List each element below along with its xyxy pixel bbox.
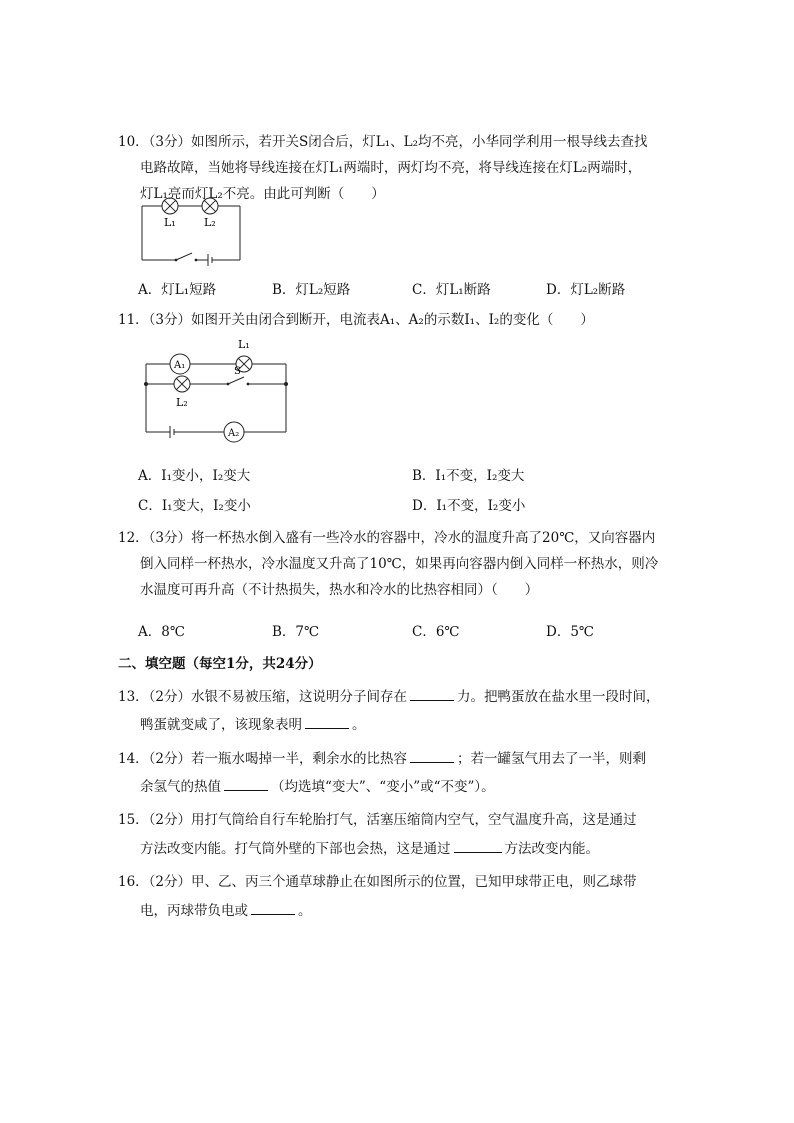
- q13-text-2b: 。: [352, 717, 366, 733]
- q15-text-2b: 方法改变内能。: [504, 841, 599, 857]
- q12-option-d[interactable]: D．5℃: [546, 624, 595, 640]
- q14-text-2b: （均选填“变大”、“变小”或“不变”）。: [271, 779, 495, 795]
- question-13: [118, 686, 688, 736]
- question-16: [118, 872, 688, 922]
- q11-lamp2-label: L₂: [176, 396, 188, 409]
- q15-line-2: [140, 838, 599, 859]
- q12-option-a[interactable]: A．8℃: [138, 624, 185, 640]
- q10-option-a[interactable]: A．灯L₁短路: [138, 282, 217, 298]
- q11-option-a[interactable]: A．I₁变小，I₂变大: [138, 468, 251, 484]
- q13-blank-1[interactable]: [410, 686, 454, 701]
- q10-line-1: 10．（3分）如图所示，若开关S闭合后，灯L₁、L₂均不亮，小华同学利用一根导线去查找: [118, 134, 648, 150]
- q12-line-2: 倒入同样一杯热水，冷水温度又升高了10℃，如果再向容器内倒入同样一杯热水，则冷: [140, 556, 659, 572]
- q11-option-d[interactable]: D．I₁不变，I₂变小: [412, 498, 526, 514]
- q16-blank-1[interactable]: [251, 900, 295, 915]
- q13-text-1a: 13．（2分）水银不易被压缩，这说明分子间存在: [118, 689, 408, 705]
- q12-line-1: 12．（3分）将一杯热水倒入盛有一些冷水的容器中，冷水的温度升高了20℃，又向容器内: [118, 530, 656, 546]
- q14-line-1: [118, 748, 646, 769]
- q13-text-2a: 鸭蛋就变咸了，该现象表明: [140, 717, 302, 733]
- question-14: [118, 748, 688, 798]
- q16-line-2: [140, 900, 312, 921]
- q11-option-c[interactable]: C．I₁变大，I₂变小: [138, 498, 251, 514]
- q13-text-1b: 力。把鸭蛋放在盐水里一段时间，: [457, 689, 660, 705]
- q14-text-1a: 14．（2分）若一瓶水喝掉一半，剩余水的比热容: [118, 751, 408, 767]
- q14-text-2a: 余氢气的热值: [140, 779, 221, 795]
- q11-lamp1-label: L₁: [238, 338, 250, 351]
- q16-text-2a: 电，丙球带负电或: [140, 903, 248, 919]
- question-11: [118, 310, 688, 522]
- q12-line-3: 水温度可再升高（不计热损失，热水和冷水的比热容相同）（ ）: [140, 582, 539, 598]
- question-15: [118, 810, 688, 860]
- q16-line-1: 16．（2分）甲、乙、丙三个通草球静止在如图所示的位置，已知甲球带正电，则乙球带: [118, 874, 637, 890]
- question-12: [118, 528, 688, 644]
- question-10: [118, 132, 688, 302]
- q15-line-1: 15．（2分）用打气筒给自行车轮胎打气，活塞压缩筒内空气，空气温度升高，这是通过: [118, 812, 637, 828]
- q10-lamp2-label: L₂: [204, 216, 216, 229]
- q10-line-2: 电路故障，当她将导线连接在灯L₁两端时，两灯均不亮，将导线连接在灯L₂两端时，: [140, 160, 642, 176]
- q11-switch-label: S: [234, 366, 241, 377]
- q14-blank-1[interactable]: [410, 748, 454, 763]
- q12-option-c[interactable]: C．6℃: [412, 624, 460, 640]
- q10-option-c[interactable]: C．灯L₁断路: [412, 282, 491, 298]
- q15-blank-1[interactable]: [454, 838, 502, 853]
- q16-text-2b: 。: [298, 903, 312, 919]
- q11-circuit-diagram: [140, 332, 300, 450]
- q11-ammeter2-label: A₂: [228, 428, 240, 439]
- q15-text-2a: 方法改变内能。打气筒外壁的下部也会热，这是通过: [140, 841, 451, 857]
- section-2-title: 二、填空题（每空1分，共24分）: [118, 656, 322, 672]
- q10-option-b[interactable]: B．灯L₂短路: [272, 282, 351, 298]
- q13-line-1: [118, 686, 660, 707]
- q13-blank-2[interactable]: [305, 714, 349, 729]
- q10-lamp1-label: L₁: [164, 216, 176, 229]
- q14-text-1b: ；若一罐氢气用去了一半，则剩: [457, 751, 647, 767]
- q11-option-b[interactable]: B．I₁不变，I₂变大: [412, 468, 525, 484]
- q10-circuit-diagram: [140, 196, 260, 268]
- q11-line-1: 11．（3分）如图开关由闭合到断开，电流表A₁、A₂的示数I₁、I₂的变化（ ）: [118, 312, 594, 328]
- q14-blank-2[interactable]: [224, 776, 268, 791]
- q10-line-3: 灯L₁亮而灯L₂不亮。由此可判断（ ）: [140, 186, 385, 202]
- q14-line-2: [140, 776, 495, 797]
- q11-ammeter1-label: A₁: [174, 360, 186, 371]
- section-2: [118, 654, 688, 676]
- q13-line-2: [140, 714, 366, 735]
- q12-option-b[interactable]: B．7℃: [272, 624, 320, 640]
- q10-option-d[interactable]: D．灯L₂断路: [546, 282, 626, 298]
